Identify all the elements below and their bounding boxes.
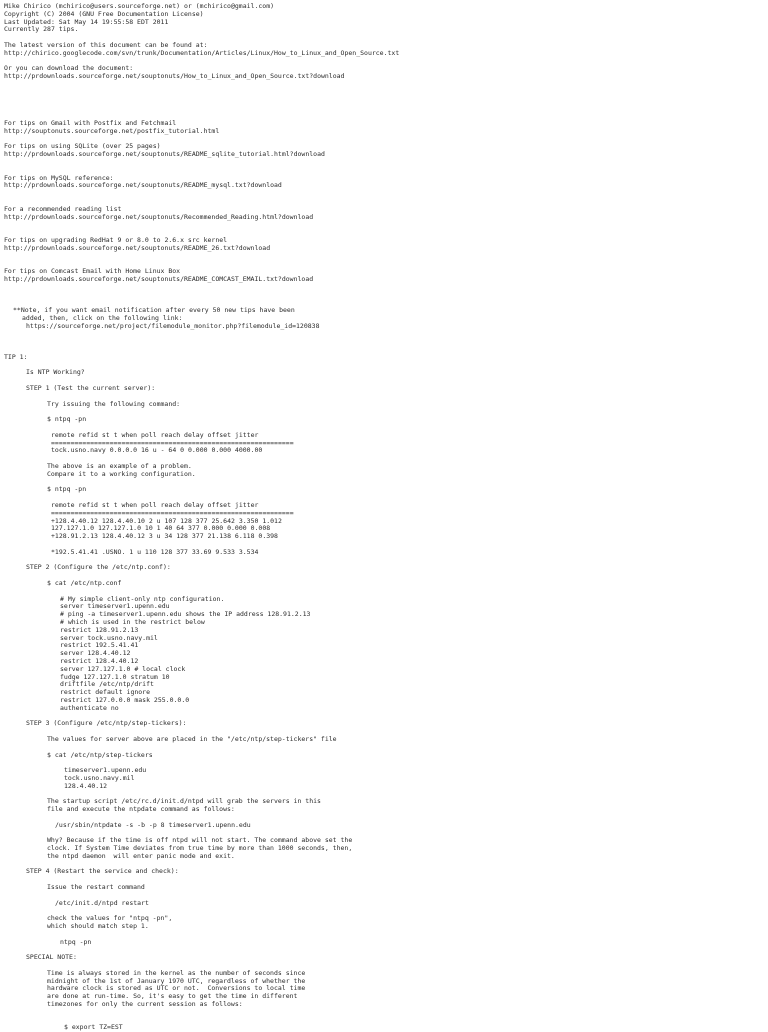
conf-line: authenticate no: [60, 703, 119, 712]
conf-line: server 127.127.1.0 # local clock: [60, 664, 186, 673]
link-url[interactable]: http://souptonuts.sourceforge.net/postfix_tutorial.html: [4, 126, 220, 135]
tips-count: Currently 287 tips.: [4, 25, 79, 34]
conf-line: server tock.usno.navy.mil: [60, 633, 158, 642]
step-text: clock. If System Time deviates from true time by more than 1000 seconds, then,: [47, 844, 353, 853]
link-label: For tips on upgrading RedHat 9 or 8.0 to 2.6.x src kernel: [4, 235, 228, 244]
conf-line: restrict 128.91.2.13: [60, 625, 139, 634]
conf-line: server 128.4.40.12: [60, 649, 131, 658]
special-heading: SPECIAL NOTE:: [26, 953, 77, 962]
link-url[interactable]: http://prdownloads.sourceforge.net/souptonuts/README_COMCAST_EMAIL.txt?download: [4, 274, 314, 283]
link-url[interactable]: http://prdownloads.sourceforge.net/souptonuts/Recommended_Reading.html?download: [4, 212, 314, 221]
conf-line: driftfile /etc/ntp/drift: [60, 680, 154, 689]
conf-line: restrict default ignore: [60, 688, 151, 697]
conf-line: restrict 127.0.0.0 mask 255.0.0.0: [60, 695, 190, 704]
conf-block: [4, 596, 764, 713]
download-url[interactable]: http://prdownloads.sourceforge.net/souptonuts/How_to_Linux_and_Open_Source.txt?download: [4, 72, 345, 81]
step-text: the ntpd daemon will enter panic mode and exit.: [47, 851, 235, 860]
ticker-line: timeserver1.upenn.edu: [64, 766, 147, 775]
ticker-line: tock.usno.navy.mil: [64, 773, 135, 782]
link-label: For tips on using SQLite (over 25 pages): [4, 142, 161, 151]
output-line: tock.usno.navy 0.0.0.0 16 u - 64 0 0.000 0.000 4000.00: [51, 446, 263, 455]
command: $ ntpq -pn: [47, 485, 87, 494]
step-text: Try issuing the following command:: [47, 399, 181, 408]
step-heading: STEP 3 (Configure /etc/ntp/step-tickers):: [26, 719, 187, 728]
updated-line: Last Updated: Sat May 14 19:55:58 EDT 2011: [4, 17, 169, 26]
link-label: For tips on Comcast Email with Home Linux Box: [4, 267, 181, 276]
step-heading: STEP 1 (Test the current server):: [26, 384, 156, 393]
special-text: midnight of the 1st of January 1970 UTC, regardless of whether the: [47, 976, 306, 985]
conf-line: # ping -a timeserver1.upenn.edu shows the IP address 128.91.2.13: [60, 610, 311, 619]
output-line: +128.91.2.13 128.4.40.12 3 u 34 128 377 21.138 6.118 0.398: [51, 532, 278, 541]
special-text: Time is always stored in the kernel as the number of seconds since: [47, 968, 306, 977]
output-line: *192.5.41.41 .USNO. 1 u 110 128 377 33.69 9.533 3.534: [51, 547, 259, 556]
conf-line: # which is used in the restrict below: [60, 617, 205, 626]
step-text: The values for server above are placed in the "/etc/ntp/step-tickers" file: [47, 734, 337, 743]
link-label: For tips on MySQL reference:: [4, 173, 114, 182]
special-text: timezones for only the current session as follows:: [47, 1000, 243, 1008]
copyright-line: Copyright (C) 2004 (GNU Free Documentation License): [4, 9, 204, 18]
latest-label: The latest version of this document can be found at:: [4, 40, 208, 49]
output-line: ==============================================================: [51, 508, 294, 517]
special-text: are done at run-time. So, it's easy to get the time in different: [47, 992, 298, 1001]
link-label: For tips on Gmail with Postfix and Fetchmail: [4, 118, 177, 127]
header: [4, 3, 764, 34]
ticker-line: 128.4.40.12: [64, 781, 108, 790]
note-line: **Note, if you want email notification after every 50 new tips have been: [13, 306, 295, 315]
command: /usr/sbin/ntpdate -s -b -p 8 timeserver1.upenn.edu: [55, 820, 251, 829]
link-url[interactable]: http://prdownloads.sourceforge.net/souptonuts/README_26.txt?download: [4, 243, 271, 252]
step-text: Why? Because if the time is off ntpd will not start. The command above set the: [47, 836, 353, 845]
command: /etc/init.d/ntpd restart: [55, 898, 149, 907]
special-text: hardware clock is stored as UTC or not. Conversions to local time: [47, 984, 306, 993]
step-heading: STEP 4 (Restart the service and check):: [26, 867, 179, 876]
conf-line: fudge 127.127.1.0 stratum 10: [60, 672, 170, 681]
latest-url[interactable]: http://chirico.googlecode.com/svn/trunk/Documentation/Articles/Linux/How_to_Linux_and_Open_Source.txt: [4, 48, 400, 57]
conf-line: restrict 128.4.40.12: [60, 656, 139, 665]
command: $ ntpq -pn: [47, 415, 87, 424]
note-line: added, then, click on the following link:: [22, 313, 183, 322]
command: $ export TZ=EST: [64, 1023, 123, 1032]
command: $ cat /etc/ntp.conf: [47, 578, 122, 587]
author-line: Mike Chirico (mchirico@users.sourceforge.net) or (mchirico@gmail.com): [4, 2, 275, 10]
conf-line: # My simple client-only ntp configuration.: [60, 594, 225, 603]
step-text: The above is an example of a problem.: [47, 462, 192, 471]
note-url[interactable]: https://sourceforge.net/project/filemodule_monitor.php?filemodule_id=120838: [26, 321, 320, 330]
document: [4, 3, 764, 1032]
step-text: Issue the restart command: [47, 883, 145, 892]
output-line: +128.4.40.12 128.4.40.10 2 u 107 128 377 25.642 3.350 1.012: [51, 516, 282, 525]
conf-line: server timeserver1.upenn.edu: [60, 602, 170, 611]
step-text: which should match step 1.: [47, 922, 149, 931]
step-heading: STEP 2 (Configure the /etc/ntp.conf):: [26, 563, 171, 572]
conf-line: restrict 192.5.41.41: [60, 641, 139, 650]
link-url[interactable]: http://prdownloads.sourceforge.net/souptonuts/README_sqlite_tutorial.html?download: [4, 150, 325, 159]
download-label: Or you can download the document:: [4, 64, 134, 73]
tip-question: Is NTP Working?: [26, 368, 85, 377]
command: ntpq -pn: [60, 937, 92, 946]
step-text: file and execute the ntpdate command as follows:: [47, 805, 235, 814]
command: $ cat /etc/ntp/step-tickers: [47, 750, 153, 759]
tip-title: TIP 1:: [4, 352, 28, 361]
step-text: check the values for "ntpq -pn",: [47, 914, 173, 923]
output-line: 127.127.1.0 127.127.1.0 10 1 40 64 377 0.000 0.000 0.008: [51, 524, 271, 533]
step-text: Compare it to a working configuration.: [47, 469, 196, 478]
output-line: remote refid st t when poll reach delay offset jitter: [51, 430, 259, 439]
link-url[interactable]: http://prdownloads.sourceforge.net/souptonuts/README_mysql.txt?download: [4, 181, 282, 190]
output-line: remote refid st t when poll reach delay offset jitter: [51, 501, 259, 509]
output-line: ==============================================================: [51, 438, 294, 447]
step-text: The startup script /etc/rc.d/init.d/ntpd will grab the servers in this: [47, 797, 321, 806]
link-label: For a recommended reading list: [4, 204, 122, 213]
